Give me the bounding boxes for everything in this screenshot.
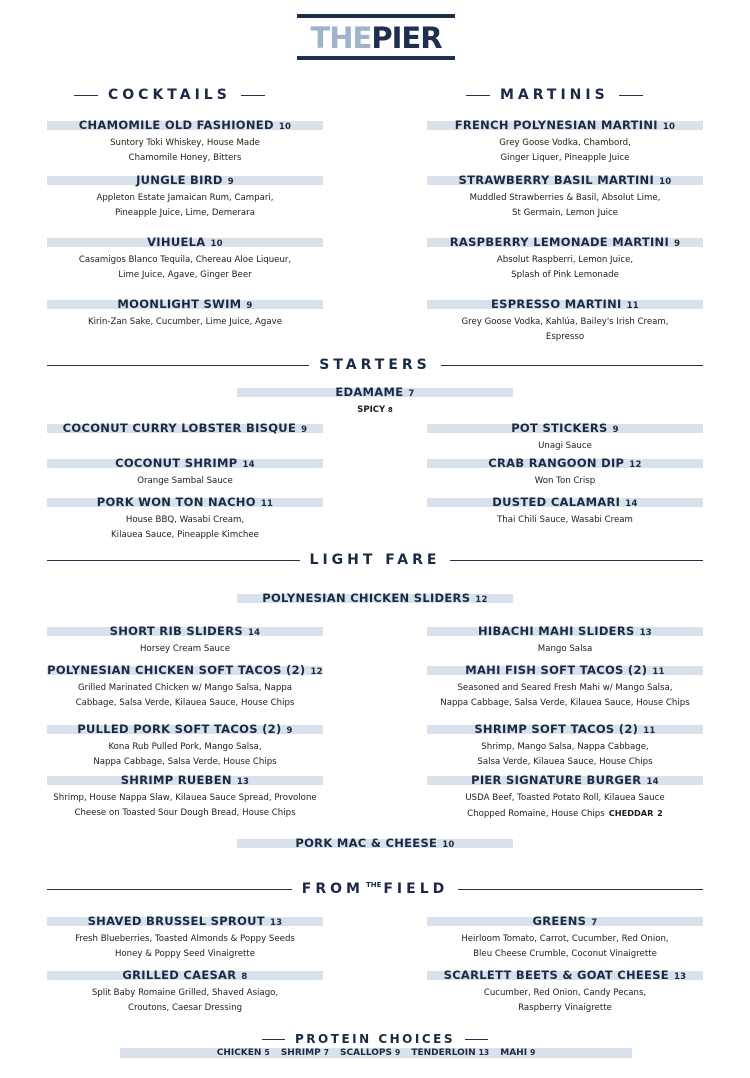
item-price: 9 [246, 301, 253, 311]
item-name: GRILLED CAESAR [122, 968, 237, 982]
menu-item [427, 234, 703, 282]
item-price: 10 [662, 122, 676, 132]
item-price: 14 [247, 628, 261, 638]
item-price: 10 [278, 122, 292, 132]
item-desc: USDA Beef, Toasted Potato Roll, Kilauea Sauce [465, 793, 665, 803]
protein-mahi: MAHI 9 [500, 1048, 536, 1058]
item-name: MOONLIGHT SWIM [117, 297, 242, 311]
item-desc: Cucumber, Red Onion, Candy Pecans, [483, 988, 647, 998]
menu-item [47, 721, 323, 769]
menu-item [47, 420, 323, 439]
item-desc: Unagi Sauce [538, 441, 592, 451]
protein-choices [120, 1047, 632, 1059]
item-desc: Chopped Romaine, House Chips [467, 808, 605, 819]
item-name: PORK MAC & CHEESE [295, 836, 438, 850]
menu-item [47, 234, 323, 282]
item-name: COCONUT SHRIMP [115, 456, 238, 470]
logo-pier: PIER [371, 21, 442, 55]
item-desc: Casamigos Blanco Tequila, Chereau Aloe Liqueur, [78, 255, 292, 265]
item-name: VIHUELA [147, 235, 206, 249]
item-name: STRAWBERRY BASIL MARTINI [458, 173, 655, 187]
item-name: PULLED PORK SOFT TACOS (2) [77, 722, 282, 736]
item-price: 11 [643, 726, 656, 736]
item-desc: Horsey Cream Sauce [139, 644, 231, 654]
item-desc: Espresso [545, 331, 585, 342]
menu-item [237, 590, 513, 609]
menu-item [427, 772, 703, 821]
item-price: 13 [236, 777, 250, 787]
item-name: PORK WON TON NACHO [96, 495, 256, 509]
item-price: 7 [591, 918, 598, 928]
menu-item [427, 296, 703, 344]
section-from-the-field-header [47, 880, 703, 898]
item-price: 8 [241, 972, 248, 982]
item-desc: Nappa Cabbage, Salsa Verde, Kilauea Sauce, House Chips [440, 697, 690, 708]
item-price: 7 [408, 389, 415, 399]
menu-item [427, 117, 703, 165]
item-name: ESPRESSO MARTINI [490, 297, 622, 311]
item-desc: Croutons, Caesar Dressing [127, 1002, 243, 1013]
item-name: RASPBERRY LEMONADE MARTINI [449, 235, 670, 249]
logo-the: THE [310, 21, 372, 55]
item-price: 10 [210, 239, 223, 249]
logo-bottom-bar [297, 56, 455, 60]
item-desc: Absolut Raspberri, Lemon Juice, [496, 255, 634, 265]
item-desc: Ginger Liquer, Pineapple Juice [500, 152, 630, 163]
item-price: 14 [625, 499, 638, 509]
item-name: MAHI FISH SOFT TACOS (2) [465, 663, 648, 677]
section-protein-header [262, 1030, 488, 1048]
cheddar-option: CHEDDAR [608, 807, 654, 818]
item-price: 9 [674, 239, 681, 249]
item-name: SHORT RIB SLIDERS [109, 624, 243, 638]
item-desc: Lime Juice, Agave, Ginger Beer [118, 269, 252, 280]
logo-top-bar [297, 14, 455, 18]
section-title-from: FROM [301, 881, 364, 897]
the-pier-logo [297, 14, 455, 60]
item-desc: Split Baby Romaine Grilled, Shaved Asiago, [91, 988, 279, 998]
menu-item [47, 623, 323, 657]
menu-item [47, 967, 323, 1015]
protein-shrimp: SHRIMP 7 [280, 1048, 329, 1058]
section-light-fare-header [47, 551, 703, 569]
item-desc: Mango Salsa [537, 644, 593, 654]
item-desc: Raspberry Vinaigrette [518, 1002, 612, 1013]
item-desc: Suntory Toki Whiskey, House Made [110, 138, 260, 148]
item-name: POLYNESIAN CHICKEN SOFT TACOS (2) [47, 663, 306, 677]
section-starters-header [47, 356, 703, 374]
item-price: 9 [301, 425, 308, 435]
item-name: EDAMAME [335, 385, 404, 399]
item-desc: Fresh Blueberries, Toasted Almonds & Poppy Seeds [75, 934, 295, 944]
item-price: 12 [310, 667, 323, 677]
menu-item [427, 913, 703, 961]
item-desc: Seasoned and Seared Fresh Mahi w/ Mango Salsa, [457, 683, 673, 693]
item-name: CHAMOMILE OLD FASHIONED [78, 118, 274, 132]
section-cocktails-header [74, 86, 296, 104]
item-desc: Grilled Marinated Chicken w/ Mango Salsa, Nappa [77, 683, 293, 693]
item-desc: Muddled Strawberries & Basil, Absolut Lime, [469, 193, 661, 203]
item-desc: Kona Rub Pulled Pork, Mango Salsa, [108, 742, 262, 752]
item-price: 12 [629, 460, 642, 470]
item-desc: Grey Goose Vodka, Chambord, [499, 138, 631, 148]
item-desc: Chamomile Honey, Bitters [128, 152, 242, 163]
item-desc: Heirloom Tomato, Carrot, Cucumber, Red Onion, [461, 934, 669, 944]
menu-item [47, 662, 323, 710]
item-desc: House BBQ, Wasabi Cream, [125, 515, 245, 525]
menu-item [47, 494, 323, 542]
item-name: PIER SIGNATURE BURGER [471, 773, 642, 787]
menu-item [47, 455, 323, 489]
item-name: JUNGLE BIRD [136, 173, 223, 187]
section-title: LIGHT FARE [309, 552, 441, 568]
item-name: DUSTED CALAMARI [492, 495, 621, 509]
item-name: COCONUT CURRY LOBSTER BISQUE [62, 421, 297, 435]
item-name: POT STICKERS [511, 421, 608, 435]
item-desc: Bleu Cheese Crumble, Coconut Vinaigrette [473, 948, 657, 959]
spicy-option: SPICY [357, 405, 386, 415]
item-price: 11 [626, 301, 640, 311]
item-price: 10 [442, 840, 455, 850]
item-price: 9 [286, 726, 293, 736]
menu-item [47, 913, 323, 961]
menu-item [427, 721, 703, 769]
menu-item [237, 835, 513, 854]
item-desc: Honey & Poppy Seed Vinaigrette [114, 948, 256, 959]
item-desc: Cabbage, Salsa Verde, Kilauea Sauce, House Chips [75, 697, 295, 708]
menu-item [427, 494, 703, 528]
item-name: SHRIMP RUEBEN [120, 773, 232, 787]
menu-item [427, 455, 703, 489]
menu-item [47, 172, 323, 220]
cheddar-price: 2 [657, 807, 663, 818]
item-desc: St Germain, Lemon Juice [512, 207, 618, 218]
item-desc: Shrimp, Mango Salsa, Nappa Cabbage, [481, 742, 649, 752]
section-title-the: THE [365, 881, 382, 890]
item-price: 11 [260, 499, 274, 509]
item-desc: Won Ton Crisp [534, 476, 596, 486]
menu-item [427, 420, 703, 454]
section-title: STARTERS [319, 357, 431, 373]
spicy-price: 8 [387, 406, 393, 414]
item-price: 13 [639, 628, 653, 638]
section-martinis-header [466, 86, 666, 104]
item-desc: Kilauea Sauce, Pineapple Kimchee [111, 529, 259, 540]
item-price: 14 [242, 460, 255, 470]
item-price: 9 [612, 425, 619, 435]
item-desc: Orange Sambal Sauce [137, 476, 233, 486]
item-price: 10 [659, 177, 672, 187]
menu-item [427, 662, 703, 710]
item-name: SHAVED BRUSSEL SPROUT [87, 914, 265, 928]
section-title: MARTINIS [500, 87, 609, 103]
menu-item [47, 117, 323, 165]
item-name: FRENCH POLYNESIAN MARTINI [454, 118, 658, 132]
item-price: 14 [646, 777, 659, 787]
item-desc: Shrimp, House Nappa Slaw, Kilauea Sauce Spread, Provolone [53, 793, 317, 803]
item-desc: Appleton Estate Jamaican Rum, Campari, [96, 193, 274, 203]
logo-text [297, 21, 455, 55]
item-name: SCARLETT BEETS & GOAT CHEESE [443, 968, 669, 982]
item-name: GREENS [532, 914, 587, 928]
item-desc: Cheese on Toasted Sour Dough Bread, House Chips [74, 807, 296, 818]
menu-item [47, 296, 323, 330]
item-name: POLYNESIAN CHICKEN SLIDERS [262, 591, 471, 605]
item-desc: Thai Chili Sauce, Wasabi Cream [497, 515, 633, 525]
menu-item [47, 772, 323, 820]
item-price: 13 [269, 918, 283, 928]
protein-scallops: SCALLOPS 9 [340, 1048, 401, 1058]
item-desc: Salsa Verde, Kilauea Sauce, House Chips [477, 756, 653, 767]
item-desc: Nappa Cabbage, Salsa Verde, House Chips [93, 756, 277, 767]
protein-tenderloin: TENDERLOIN 13 [411, 1048, 490, 1058]
menu-item [427, 623, 703, 657]
item-desc: Grey Goose Vodka, Kahlúa, Bailey's Irish Cream, [461, 317, 669, 327]
protein-chicken: CHICKEN 5 [216, 1048, 270, 1058]
menu-item [427, 967, 703, 1015]
item-price: 12 [475, 595, 488, 605]
menu-item [427, 172, 703, 220]
item-name: CRAB RANGOON DIP [488, 456, 625, 470]
item-desc: Splash of Pink Lemonade [511, 269, 619, 280]
section-title-field: FIELD [383, 881, 449, 897]
item-price: 13 [673, 972, 687, 982]
section-title: PROTEIN CHOICES [295, 1032, 455, 1046]
item-price: 9 [227, 177, 234, 187]
section-title: COCKTAILS [108, 87, 231, 103]
item-name: HIBACHI MAHI SLIDERS [477, 624, 635, 638]
item-price: 11 [652, 667, 665, 677]
menu-item-edamame [237, 384, 513, 418]
item-name: SHRIMP SOFT TACOS (2) [474, 722, 639, 736]
item-desc: Pineapple Juice, Lime, Demerara [114, 207, 255, 218]
item-desc: Kirin-Zan Sake, Cucumber, Lime Juice, Agave [87, 317, 283, 327]
